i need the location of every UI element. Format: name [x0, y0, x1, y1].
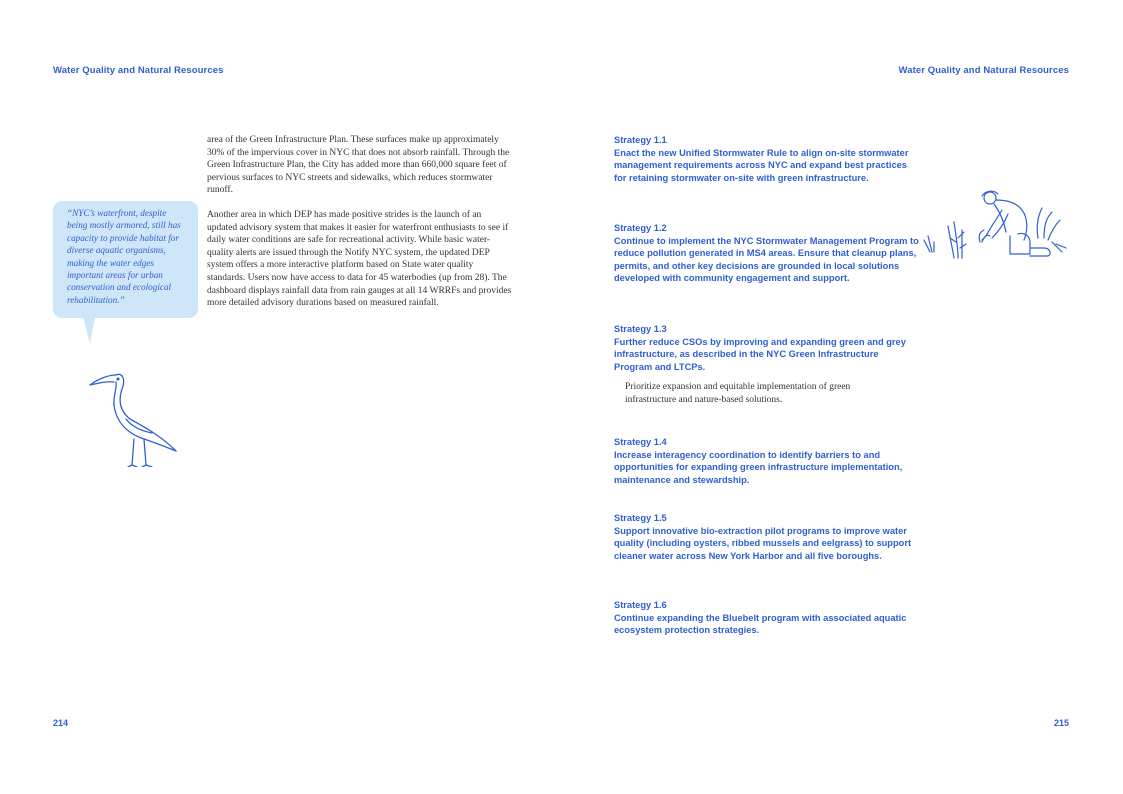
strategy-label: Strategy 1.2 — [614, 223, 667, 233]
body-paragraph-1: area of the Green Infrastructure Plan. These surfaces make up approximately 30% of the impervious cover in NYC that does not absorb rainfall. Through the Green Infrastructure Plan, the City has added more than 660,000 square feet of pervious surfaces to NYC streets and sidewalks, which reduces stormwater runoff. — [207, 135, 510, 196]
gardener-planting-illustration-icon — [920, 182, 1070, 266]
strategy-1-3 — [614, 323, 919, 407]
right-page — [562, 0, 1123, 794]
running-header-left: Water Quality and Natural Resources — [53, 65, 224, 76]
quote-callout — [53, 201, 198, 318]
strategy-text: Continue expanding the Bluebelt program with associated aquatic ecosystem protection strategies. — [614, 612, 907, 636]
callout-quote-text: “NYC’s waterfront, despite being mostly armored, still has capacity to provide habitat for diverse aquatic organisms, making the water edges important areas for urban conservation and ecological rehabilitation.” — [67, 208, 181, 305]
strategy-text: Further reduce CSOs by improving and expanding green and grey infrastructure, as described in the NYC Green Infrastructure Program and LTCPs. — [614, 336, 906, 372]
strategy-label: Strategy 1.4 — [614, 437, 667, 447]
page-number-right: 215 — [1053, 718, 1069, 728]
page-number-left: 214 — [53, 718, 69, 728]
heron-illustration-icon — [86, 369, 182, 467]
left-page — [0, 0, 561, 794]
body-text-column — [207, 134, 512, 322]
running-header-right: Water Quality and Natural Resources — [898, 65, 1069, 76]
strategy-text: Support innovative bio-extraction pilot programs to improve water quality (including oysters, ribbed mussels and eelgrass) to support cleaner water across New York Harbor and all five boroughs. — [614, 525, 912, 561]
strategy-text: Enact the new Unified Stormwater Rule to align on-site stormwater management requirements across NYC and expand best practices for retaining stormwater on-site with green infrastructure. — [614, 147, 909, 183]
body-paragraph-2: Another area in which DEP has made positive strides is the launch of an updated advisory system that makes it easier for waterfront enthusiasts to see if daily water conditions are safe for recreational activity. While basic water-quality alerts are issued through the Notify NYC system, the updated DEP system offers a more interactive platform based on State water quality standards. Users now have access to data for 45 waterbodies (up from 28). The dashboard displays rainfall data from rain gauges at all 14 WRRFs and provides more detailed advisory durations based on measured rainfall. — [207, 209, 512, 309]
strategy-subitem: Prioritize expansion and equitable implementation of green infrastructure and nature-based solutions. — [625, 382, 851, 405]
strategy-1-6 — [614, 599, 919, 637]
strategy-1-4 — [614, 436, 919, 486]
strategy-label: Strategy 1.3 — [614, 324, 667, 334]
strategy-1-2 — [614, 222, 919, 285]
strategy-text: Increase interagency coordination to identify barriers to and opportunities for expanding green infrastructure implementation, maintenance and stewardship. — [614, 449, 903, 485]
strategy-1-5 — [614, 512, 919, 562]
strategy-text: Continue to implement the NYC Stormwater Management Program to reduce pollution generated in MS4 areas. Ensure that cleanup plans, permits, and other key decisions are grounded in local solutions developed with community engagement and support. — [614, 235, 919, 284]
strategy-1-1 — [614, 134, 919, 184]
strategy-label: Strategy 1.5 — [614, 513, 667, 523]
strategy-label: Strategy 1.6 — [614, 600, 667, 610]
strategy-label: Strategy 1.1 — [614, 135, 667, 145]
callout-tail-icon — [83, 317, 97, 345]
